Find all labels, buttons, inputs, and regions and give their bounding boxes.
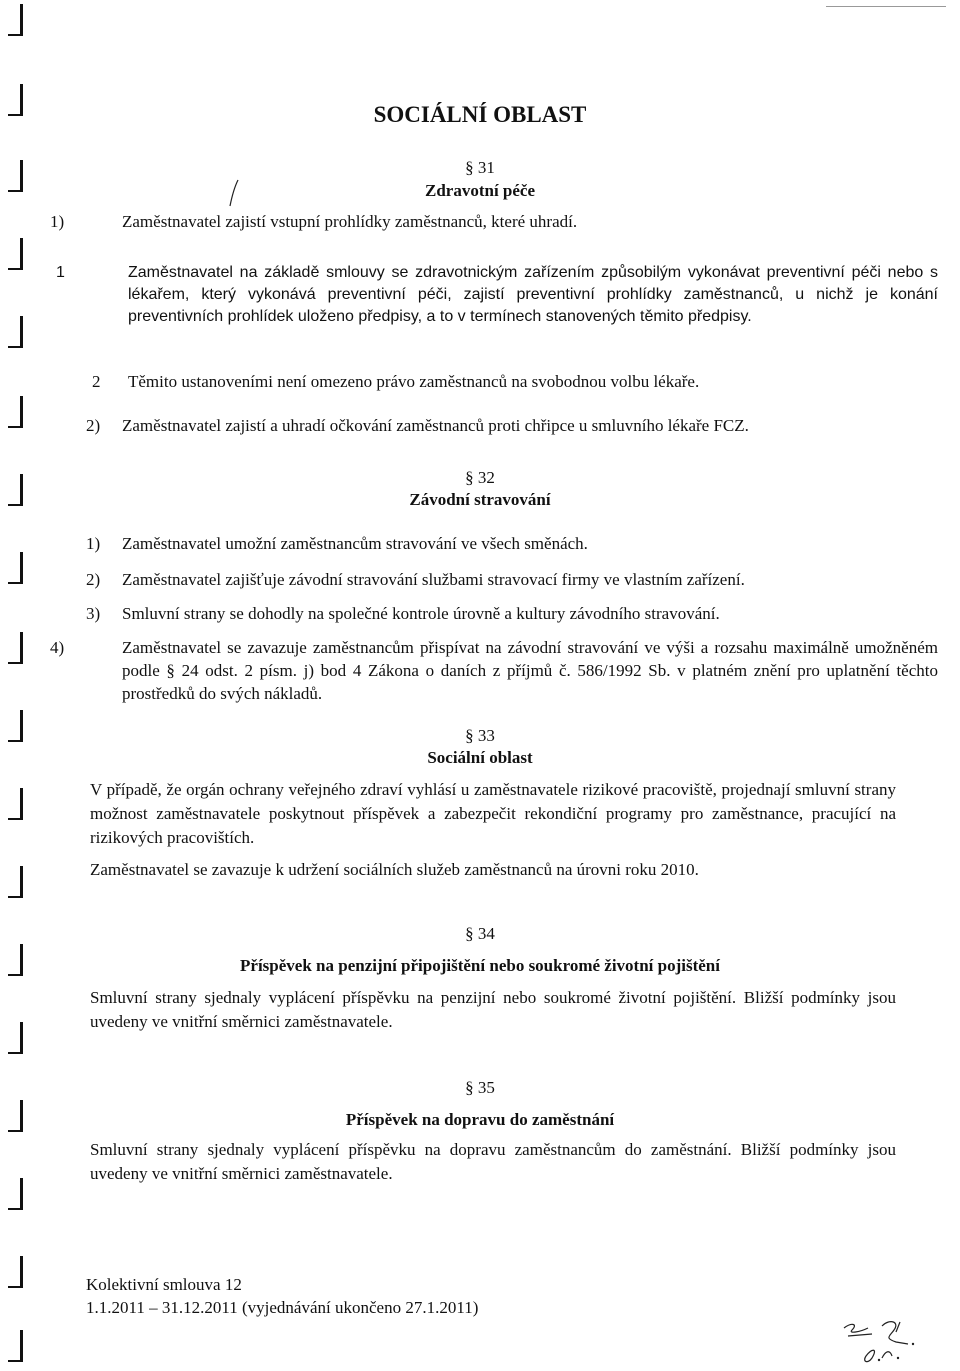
s32-item-1	[86, 532, 902, 555]
s31-item-4	[86, 414, 902, 437]
section-heading-32: Závodní stravování	[409, 490, 551, 509]
binding-mark	[8, 632, 23, 664]
section-heading-31: Zdravotní péče	[424, 181, 536, 200]
item-number: 3)	[86, 604, 101, 623]
item-number: 1)	[50, 212, 65, 231]
item-text: Těmito ustanoveními není omezeno právo zaměstnanců na svobodnou volbu lékaře.	[128, 372, 700, 391]
s32-item-2	[86, 568, 902, 591]
s34-paragraph: Smluvní strany sjednaly vyplácení příspěvku na penzijní nebo soukromé životní pojištění. Bližší podmínky jsou uvedeny ve vnitřní směrnici zaměstnavatele.	[90, 988, 896, 1031]
s35-paragraph: Smluvní strany sjednaly vyplácení příspěvku na dopravu zaměstnancům do zaměstnání. Bližší podmínky jsou uvedeny ve vnitřní směrnici zaměstnavatele.	[90, 1140, 896, 1183]
handwritten-initials	[838, 1312, 938, 1368]
item-number: 4)	[50, 638, 65, 657]
item-number: 1	[56, 264, 65, 281]
section-heading-34: Příspěvek na penzijní připojištění nebo soukromé životní pojištění	[240, 956, 720, 975]
binding-mark	[8, 1022, 23, 1054]
binding-mark	[8, 396, 23, 428]
s32-item-4	[50, 636, 938, 705]
s33-paragraph-2: Zaměstnavatel se zavazuje k udržení sociálních služeb zaměstnanců na úrovni roku 2010.	[90, 860, 699, 879]
item-number: 1)	[86, 534, 101, 553]
footer-title: Kolektivní smlouva 12	[86, 1275, 242, 1294]
item-number: 2)	[86, 570, 101, 589]
item-text: Zaměstnavatel zajistí vstupní prohlídky zaměstnanců, které uhradí.	[122, 212, 578, 231]
item-text: Zaměstnavatel se zavazuje zaměstnancům přispívat na závodní stravování ve výši a rozsahu maximálně umožněném podle § 24 odst. 2 písm. j) bod 4 Zákona o daních z příjmů č. 586/1992 Sb. v platném znění pro uplatnění těchto prostředků do svých nákladů.	[122, 638, 938, 703]
section-number-31: § 31	[465, 158, 495, 177]
section-number-35: § 35	[465, 1078, 495, 1097]
s32-item-3	[86, 602, 902, 625]
item-text: Zaměstnavatel umožní zaměstnancům stravování ve všech směnách.	[122, 534, 588, 553]
section-number-32: § 32	[465, 468, 495, 487]
item-text: Zaměstnavatel na základě smlouvy se zdravotnickým zařízením způsobilým vykonávat preventivní péči nebo s lékařem, který vykonává preventivní péči, zajistí preventivní prohlídky zaměstnanců, u nichž je konání preventivních prohlídek uloženo předpisy, a to v termínech stanovených těmito předpisy.	[128, 264, 938, 325]
section-heading-33: Sociální oblast	[427, 748, 533, 767]
s33-paragraph-1: V případě, že orgán ochrany veřejného zdraví vyhlásí u zaměstnavatele rizikové pracoviště, projednají smluvní strany možnost zaměstnavatele poskytnout příspěvek a zabezpečit rekondiční programy pro zaměstnance, pracující na rizikových pracovištích.	[90, 780, 896, 847]
binding-mark	[8, 1256, 23, 1288]
s31-item-1	[50, 210, 938, 233]
binding-mark	[8, 1330, 23, 1362]
item-text: Zaměstnavatel zajišťuje závodní stravování službami stravovací firmy ve vlastním zařízení.	[122, 570, 745, 589]
footer-dates: 1.1.2011 – 31.12.2011 (vyjednávání ukončeno 27.1.2011)	[86, 1298, 479, 1317]
binding-mark	[8, 238, 23, 270]
section-number-34: § 34	[465, 924, 495, 943]
binding-mark	[8, 866, 23, 898]
binding-mark	[8, 788, 23, 820]
item-text: Smluvní strany se dohodly na společné kontrole úrovně a kultury závodního stravování.	[122, 604, 720, 623]
binding-mark	[8, 1178, 23, 1210]
item-number: 2)	[86, 416, 101, 435]
section-number-33: § 33	[465, 726, 495, 745]
binding-mark	[8, 4, 23, 36]
top-rule	[826, 6, 946, 7]
section-heading-35: Příspěvek na dopravu do zaměstnání	[345, 1110, 615, 1129]
item-number: 2	[92, 372, 101, 391]
stray-mark	[226, 176, 246, 210]
item-text: Zaměstnavatel zajistí a uhradí očkování zaměstnanců proti chřipce u smluvního lékaře FCZ.	[122, 416, 749, 435]
binding-mark	[8, 552, 23, 584]
binding-mark	[8, 316, 23, 348]
s31-item-3	[92, 370, 908, 393]
page-title: SOCIÁLNÍ OBLAST	[373, 102, 587, 127]
s31-item-2	[56, 262, 938, 328]
